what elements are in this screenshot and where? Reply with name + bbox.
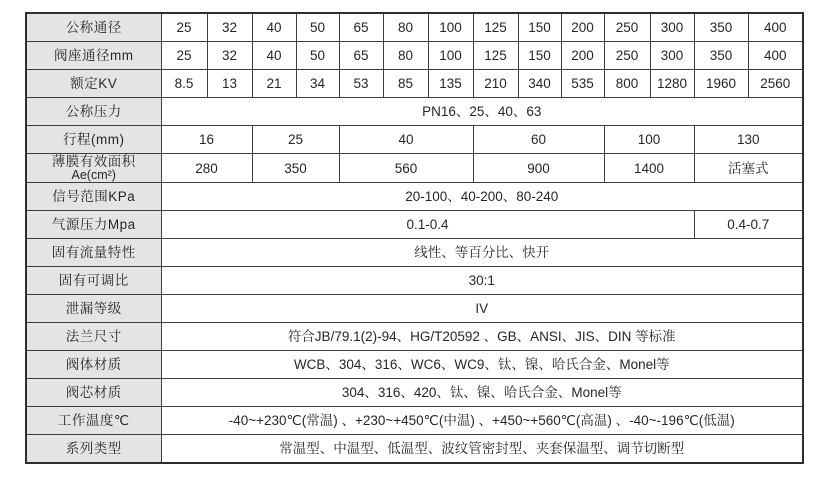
row-label: 公称压力	[26, 98, 161, 126]
spec-cell: 125	[473, 13, 518, 42]
spec-cell: 100	[428, 42, 473, 70]
spec-cell: 135	[428, 70, 473, 98]
spec-cell: 125	[473, 42, 518, 70]
spec-cell: 150	[518, 42, 561, 70]
spec-cell: 150	[518, 13, 561, 42]
spec-cell: 300	[650, 42, 694, 70]
spec-cell: 常温型、中温型、低温型、波纹管密封型、夹套保温型、调节切断型	[161, 435, 803, 464]
spec-cell: 210	[473, 70, 518, 98]
row-label: 信号范围KPa	[26, 183, 161, 211]
table-row	[26, 154, 803, 183]
spec-cell: 300	[650, 13, 694, 42]
row-label: 固有可调比	[26, 267, 161, 295]
spec-cell: 200	[561, 42, 604, 70]
spec-cell: 80	[383, 42, 428, 70]
spec-cell: 65	[339, 13, 383, 42]
spec-cell: 100	[428, 13, 473, 42]
table-row	[26, 211, 803, 239]
spec-cell: 0.1-0.4	[161, 211, 694, 239]
spec-cell: 40	[252, 42, 296, 70]
spec-cell: 50	[296, 42, 339, 70]
table-row	[26, 70, 803, 98]
table-row	[26, 98, 803, 126]
spec-cell: 80	[383, 13, 428, 42]
table-row	[26, 42, 803, 70]
spec-cell: 280	[161, 154, 252, 183]
table-row	[26, 183, 803, 211]
spec-cell: 400	[748, 13, 803, 42]
spec-cell: 60	[473, 126, 604, 154]
spec-cell: 53	[339, 70, 383, 98]
spec-cell: 20-100、40-200、80-240	[161, 183, 803, 211]
spec-cell: PN16、25、40、63	[161, 98, 803, 126]
row-label: 气源压力Mpa	[26, 211, 161, 239]
spec-cell: 1960	[694, 70, 748, 98]
spec-cell: 0.4-0.7	[694, 211, 803, 239]
spec-cell: 40	[339, 126, 473, 154]
spec-cell: 350	[252, 154, 339, 183]
row-label: 阀体材质	[26, 351, 161, 379]
spec-cell: 130	[694, 126, 803, 154]
spec-cell: 16	[161, 126, 252, 154]
spec-cell: 30:1	[161, 267, 803, 295]
spec-cell: 2560	[748, 70, 803, 98]
table-row	[26, 323, 803, 351]
spec-cell: 85	[383, 70, 428, 98]
spec-cell: 1280	[650, 70, 694, 98]
spec-cell: 线性、等百分比、快开	[161, 239, 803, 267]
spec-cell: 活塞式	[694, 154, 803, 183]
spec-cell: 800	[604, 70, 650, 98]
table-row	[26, 239, 803, 267]
spec-cell: 8.5	[161, 70, 207, 98]
spec-cell: 25	[252, 126, 339, 154]
row-label: 阀芯材质	[26, 379, 161, 407]
spec-cell: 40	[252, 13, 296, 42]
valve-spec-table	[25, 12, 804, 464]
table-row	[26, 407, 803, 435]
row-label: 系列类型	[26, 435, 161, 464]
spec-cell: 350	[694, 13, 748, 42]
table-row	[26, 13, 803, 42]
spec-cell: 25	[161, 42, 207, 70]
spec-cell: IV	[161, 295, 803, 323]
spec-cell: 50	[296, 13, 339, 42]
spec-cell: 250	[604, 42, 650, 70]
table-row	[26, 351, 803, 379]
row-label: 额定KV	[26, 70, 161, 98]
spec-cell: 13	[207, 70, 252, 98]
spec-cell: 34	[296, 70, 339, 98]
spec-cell: -40~+230℃(常温) 、+230~+450℃(中温) 、+450~+560℃(高温) 、-40~-196℃(低温)	[161, 407, 803, 435]
spec-cell: 21	[252, 70, 296, 98]
spec-cell: 100	[604, 126, 694, 154]
table-row	[26, 435, 803, 464]
row-label: 泄漏等级	[26, 295, 161, 323]
row-label: 法兰尺寸	[26, 323, 161, 351]
spec-cell: 65	[339, 42, 383, 70]
spec-cell: 535	[561, 70, 604, 98]
spec-cell: 560	[339, 154, 473, 183]
row-label: 公称通径	[26, 13, 161, 42]
table-row	[26, 295, 803, 323]
spec-cell: WCB、304、316、WC6、WC9、钛、镍、哈氏合金、Monel等	[161, 351, 803, 379]
spec-cell: 200	[561, 13, 604, 42]
spec-cell: 900	[473, 154, 604, 183]
table-row	[26, 267, 803, 295]
row-label: 行程(mm)	[26, 126, 161, 154]
spec-cell: 25	[161, 13, 207, 42]
spec-cell: 400	[748, 42, 803, 70]
row-label: 薄膜有效面积 Ae(cm²)	[26, 154, 161, 183]
row-label: 固有流量特性	[26, 239, 161, 267]
row-label: 工作温度℃	[26, 407, 161, 435]
spec-cell: 304、316、420、钛、镍、哈氏合金、Monel等	[161, 379, 803, 407]
spec-cell: 1400	[604, 154, 694, 183]
spec-cell: 符合JB/79.1(2)-94、HG/T20592 、GB、ANSI、JIS、DIN 等标准	[161, 323, 803, 351]
spec-cell: 250	[604, 13, 650, 42]
row-label: 阀座通径mm	[26, 42, 161, 70]
spec-cell: 32	[207, 13, 252, 42]
spec-cell: 32	[207, 42, 252, 70]
spec-table-body	[26, 13, 803, 463]
table-row	[26, 379, 803, 407]
spec-cell: 340	[518, 70, 561, 98]
table-row	[26, 126, 803, 154]
spec-cell: 350	[694, 42, 748, 70]
